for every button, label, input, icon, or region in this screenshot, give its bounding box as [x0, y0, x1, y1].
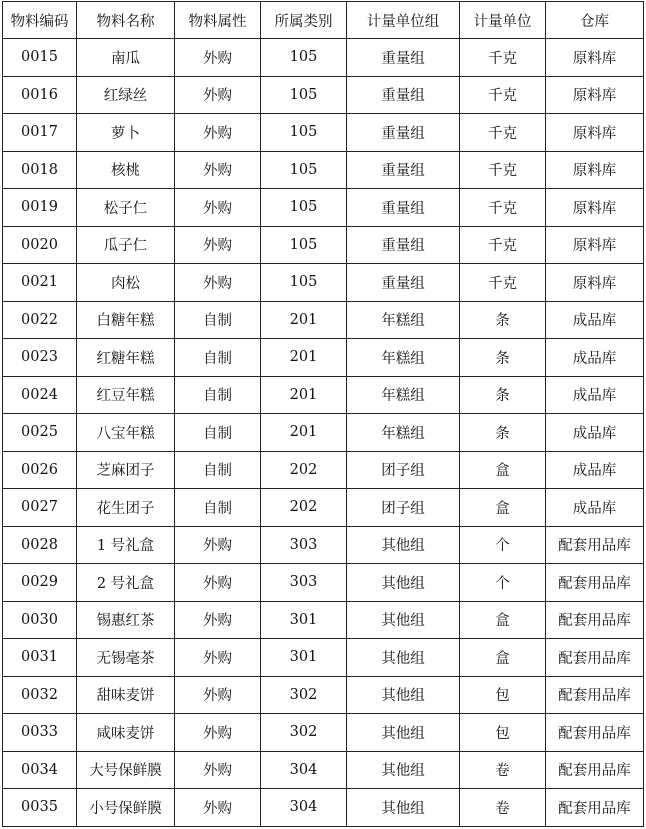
cell-attribute: 外购 [175, 751, 261, 789]
cell-unit: 条 [460, 339, 546, 377]
cell-unit: 个 [460, 526, 546, 564]
cell-category: 301 [261, 639, 347, 677]
cell-unit: 千克 [460, 114, 546, 152]
materials-table [2, 1, 644, 827]
cell-name: 花生团子 [77, 489, 175, 527]
cell-attribute: 外购 [175, 639, 261, 677]
cell-attribute: 外购 [175, 39, 261, 77]
cell-code: 0019 [3, 189, 77, 227]
table-row [3, 714, 644, 752]
header-category: 所属类别 [261, 2, 347, 39]
cell-attribute: 外购 [175, 226, 261, 264]
cell-attribute: 外购 [175, 114, 261, 152]
cell-attribute: 自制 [175, 451, 261, 489]
cell-unit: 卷 [460, 789, 546, 827]
cell-attribute: 外购 [175, 264, 261, 302]
cell-attribute: 外购 [175, 151, 261, 189]
cell-unit-group: 重量组 [347, 76, 460, 114]
cell-name: 咸味麦饼 [77, 714, 175, 752]
cell-unit-group: 重量组 [347, 151, 460, 189]
cell-code: 0020 [3, 226, 77, 264]
cell-warehouse: 配套用品库 [546, 564, 644, 602]
cell-attribute: 自制 [175, 414, 261, 452]
table-row [3, 376, 644, 414]
cell-warehouse: 原料库 [546, 264, 644, 302]
table-row [3, 451, 644, 489]
table-row [3, 789, 644, 827]
table-row [3, 676, 644, 714]
header-attribute: 物料属性 [175, 2, 261, 39]
cell-code: 0016 [3, 76, 77, 114]
cell-unit: 条 [460, 414, 546, 452]
cell-warehouse: 原料库 [546, 76, 644, 114]
cell-category: 304 [261, 789, 347, 827]
table-body [3, 39, 644, 827]
table-row [3, 639, 644, 677]
cell-attribute: 外购 [175, 789, 261, 827]
header-unit-group: 计量单位组 [347, 2, 460, 39]
cell-unit-group: 其他组 [347, 676, 460, 714]
cell-unit-group: 重量组 [347, 189, 460, 227]
cell-name: 红糖年糕 [77, 339, 175, 377]
cell-category: 201 [261, 414, 347, 452]
cell-category: 105 [261, 189, 347, 227]
cell-unit: 千克 [460, 189, 546, 227]
cell-unit-group: 年糕组 [347, 376, 460, 414]
cell-code: 0023 [3, 339, 77, 377]
header-code: 物料编码 [3, 2, 77, 39]
cell-unit-group: 年糕组 [347, 339, 460, 377]
cell-attribute: 外购 [175, 601, 261, 639]
cell-unit-group: 其他组 [347, 564, 460, 602]
cell-name: 甜味麦饼 [77, 676, 175, 714]
cell-warehouse: 成品库 [546, 414, 644, 452]
cell-unit: 条 [460, 301, 546, 339]
cell-warehouse: 成品库 [546, 339, 644, 377]
cell-name: 红绿丝 [77, 76, 175, 114]
cell-unit: 盒 [460, 639, 546, 677]
cell-code: 0027 [3, 489, 77, 527]
cell-name: 萝卜 [77, 114, 175, 152]
cell-category: 201 [261, 339, 347, 377]
cell-unit: 个 [460, 564, 546, 602]
cell-category: 303 [261, 526, 347, 564]
cell-category: 301 [261, 601, 347, 639]
cell-code: 0029 [3, 564, 77, 602]
cell-code: 0026 [3, 451, 77, 489]
cell-code: 0018 [3, 151, 77, 189]
cell-name: 南瓜 [77, 39, 175, 77]
cell-unit: 条 [460, 376, 546, 414]
cell-name: 锡惠红茶 [77, 601, 175, 639]
cell-code: 0024 [3, 376, 77, 414]
cell-warehouse: 配套用品库 [546, 751, 644, 789]
cell-attribute: 外购 [175, 76, 261, 114]
cell-attribute: 外购 [175, 564, 261, 602]
cell-name: 红豆年糕 [77, 376, 175, 414]
cell-warehouse: 配套用品库 [546, 526, 644, 564]
cell-category: 201 [261, 376, 347, 414]
header-name: 物料名称 [77, 2, 175, 39]
table-row [3, 414, 644, 452]
cell-warehouse: 配套用品库 [546, 789, 644, 827]
table-row [3, 76, 644, 114]
cell-attribute: 自制 [175, 376, 261, 414]
cell-unit-group: 年糕组 [347, 301, 460, 339]
cell-unit: 包 [460, 714, 546, 752]
cell-code: 0032 [3, 676, 77, 714]
cell-unit: 千克 [460, 264, 546, 302]
cell-category: 201 [261, 301, 347, 339]
cell-code: 0021 [3, 264, 77, 302]
cell-category: 304 [261, 751, 347, 789]
header-unit: 计量单位 [460, 2, 546, 39]
cell-warehouse: 原料库 [546, 114, 644, 152]
table-row [3, 339, 644, 377]
cell-warehouse: 原料库 [546, 39, 644, 77]
cell-name: 肉松 [77, 264, 175, 302]
cell-warehouse: 成品库 [546, 301, 644, 339]
cell-name: 无锡毫茶 [77, 639, 175, 677]
cell-unit-group: 年糕组 [347, 414, 460, 452]
cell-unit: 千克 [460, 76, 546, 114]
cell-unit-group: 重量组 [347, 39, 460, 77]
cell-attribute: 外购 [175, 714, 261, 752]
cell-unit-group: 重量组 [347, 264, 460, 302]
cell-code: 0017 [3, 114, 77, 152]
cell-attribute: 外购 [175, 676, 261, 714]
cell-unit: 包 [460, 676, 546, 714]
cell-name: 1 号礼盒 [77, 526, 175, 564]
cell-unit: 盒 [460, 489, 546, 527]
cell-code: 0035 [3, 789, 77, 827]
table-row [3, 751, 644, 789]
cell-code: 0025 [3, 414, 77, 452]
table-row [3, 151, 644, 189]
cell-unit: 千克 [460, 226, 546, 264]
cell-name: 八宝年糕 [77, 414, 175, 452]
header-warehouse: 仓库 [546, 2, 644, 39]
cell-category: 105 [261, 39, 347, 77]
cell-unit: 千克 [460, 151, 546, 189]
cell-warehouse: 原料库 [546, 226, 644, 264]
cell-warehouse: 原料库 [546, 189, 644, 227]
cell-unit-group: 重量组 [347, 226, 460, 264]
table-row [3, 564, 644, 602]
cell-attribute: 外购 [175, 189, 261, 227]
cell-category: 302 [261, 676, 347, 714]
cell-unit-group: 团子组 [347, 451, 460, 489]
cell-name: 松子仁 [77, 189, 175, 227]
cell-name: 核桃 [77, 151, 175, 189]
cell-warehouse: 成品库 [546, 489, 644, 527]
table-row [3, 526, 644, 564]
cell-unit: 盒 [460, 601, 546, 639]
cell-unit-group: 重量组 [347, 114, 460, 152]
cell-name: 小号保鲜膜 [77, 789, 175, 827]
cell-name: 瓜子仁 [77, 226, 175, 264]
table-row [3, 301, 644, 339]
cell-attribute: 自制 [175, 301, 261, 339]
cell-code: 0033 [3, 714, 77, 752]
cell-code: 0022 [3, 301, 77, 339]
cell-category: 105 [261, 226, 347, 264]
cell-attribute: 自制 [175, 489, 261, 527]
cell-category: 202 [261, 489, 347, 527]
cell-unit-group: 其他组 [347, 751, 460, 789]
table-row [3, 114, 644, 152]
table-header [3, 2, 644, 39]
table-row [3, 226, 644, 264]
cell-warehouse: 配套用品库 [546, 676, 644, 714]
cell-attribute: 外购 [175, 526, 261, 564]
cell-warehouse: 配套用品库 [546, 714, 644, 752]
table-row [3, 39, 644, 77]
cell-code: 0031 [3, 639, 77, 677]
table-row [3, 189, 644, 227]
table-row [3, 264, 644, 302]
cell-category: 105 [261, 114, 347, 152]
header-row [3, 2, 644, 39]
cell-unit-group: 团子组 [347, 489, 460, 527]
cell-unit-group: 其他组 [347, 639, 460, 677]
cell-name: 2 号礼盒 [77, 564, 175, 602]
table-row [3, 489, 644, 527]
cell-attribute: 自制 [175, 339, 261, 377]
cell-unit-group: 其他组 [347, 526, 460, 564]
cell-category: 302 [261, 714, 347, 752]
cell-category: 202 [261, 451, 347, 489]
cell-code: 0034 [3, 751, 77, 789]
cell-category: 105 [261, 151, 347, 189]
cell-unit-group: 其他组 [347, 789, 460, 827]
cell-name: 芝麻团子 [77, 451, 175, 489]
cell-warehouse: 成品库 [546, 376, 644, 414]
cell-unit: 卷 [460, 751, 546, 789]
cell-warehouse: 原料库 [546, 151, 644, 189]
cell-category: 105 [261, 76, 347, 114]
cell-category: 303 [261, 564, 347, 602]
cell-code: 0030 [3, 601, 77, 639]
cell-warehouse: 成品库 [546, 451, 644, 489]
cell-unit: 盒 [460, 451, 546, 489]
table-row [3, 601, 644, 639]
cell-code: 0015 [3, 39, 77, 77]
cell-warehouse: 配套用品库 [546, 639, 644, 677]
cell-category: 105 [261, 264, 347, 302]
cell-unit-group: 其他组 [347, 601, 460, 639]
cell-unit: 千克 [460, 39, 546, 77]
cell-name: 白糖年糕 [77, 301, 175, 339]
cell-unit-group: 其他组 [347, 714, 460, 752]
cell-code: 0028 [3, 526, 77, 564]
cell-warehouse: 配套用品库 [546, 601, 644, 639]
cell-name: 大号保鲜膜 [77, 751, 175, 789]
